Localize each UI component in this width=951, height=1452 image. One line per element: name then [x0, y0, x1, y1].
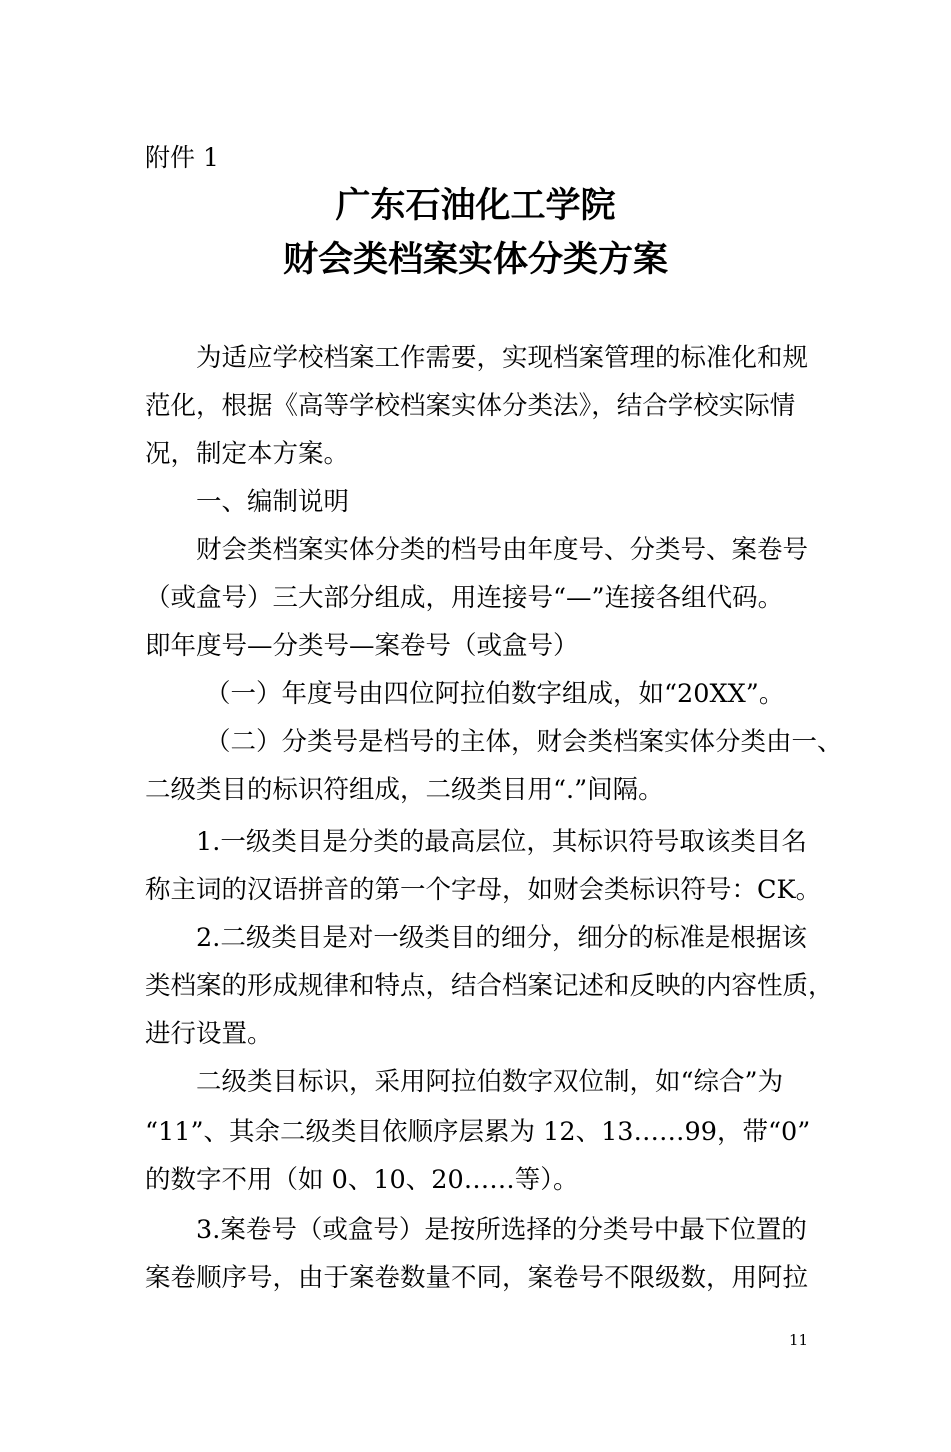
title-line-1: 广东石油化工学院 [335, 186, 616, 226]
body-line: 即年度号—分类号—案卷号（或盒号） [145, 631, 579, 661]
body-line: 二级类目标识，采用阿拉伯数字双位制，如“综合”为 [196, 1067, 784, 1097]
body-line: 1.一级类目是分类的最高层位，其标识符号取该类目名 [196, 827, 807, 857]
body-line: 二级类目的标识符组成，二级类目用“.”间隔。 [145, 775, 664, 805]
body-line: 类档案的形成规律和特点，结合档案记述和反映的内容性质， [145, 971, 834, 1001]
body-line: （一）年度号由四位阿拉伯数字组成，如“20XX”。 [205, 679, 785, 709]
body-line: （或盒号）三大部分组成，用连接号“—”连接各组代码。 [145, 583, 784, 613]
body-line: 的数字不用（如 0、10、20……等）。 [145, 1165, 579, 1195]
body-line: 财会类档案实体分类的档号由年度号、分类号、案卷号 [196, 535, 809, 565]
page-number: 11 [789, 1331, 809, 1349]
body-line: （二）分类号是档号的主体，财会类档案实体分类由一、 [205, 727, 843, 757]
body-line: 进行设置。 [145, 1019, 273, 1049]
section-heading: 一、编制说明 [196, 487, 350, 517]
body-line: 2.二级类目是对一级类目的细分，细分的标准是根据该 [196, 923, 807, 953]
body-line: 为适应学校档案工作需要，实现档案管理的标准化和规 [196, 343, 809, 373]
body-line: 案卷顺序号，由于案卷数量不同，案卷号不限级数，用阿拉 [145, 1263, 809, 1293]
attachment-label: 附件 1 [145, 143, 219, 172]
title-line-2: 财会类档案实体分类方案 [282, 240, 668, 280]
body-line: 称主词的汉语拼音的第一个字母，如财会类标识符号：CK。 [145, 875, 822, 905]
body-line: 范化，根据《高等学校档案实体分类法》，结合学校实际情 [145, 391, 796, 421]
body-line: “11”、其余二级类目依顺序层累为 12、13……99，带“0” [145, 1117, 811, 1147]
body-line: 况，制定本方案。 [145, 439, 350, 469]
body-line: 3.案卷号（或盒号）是按所选择的分类号中最下位置的 [196, 1215, 807, 1245]
